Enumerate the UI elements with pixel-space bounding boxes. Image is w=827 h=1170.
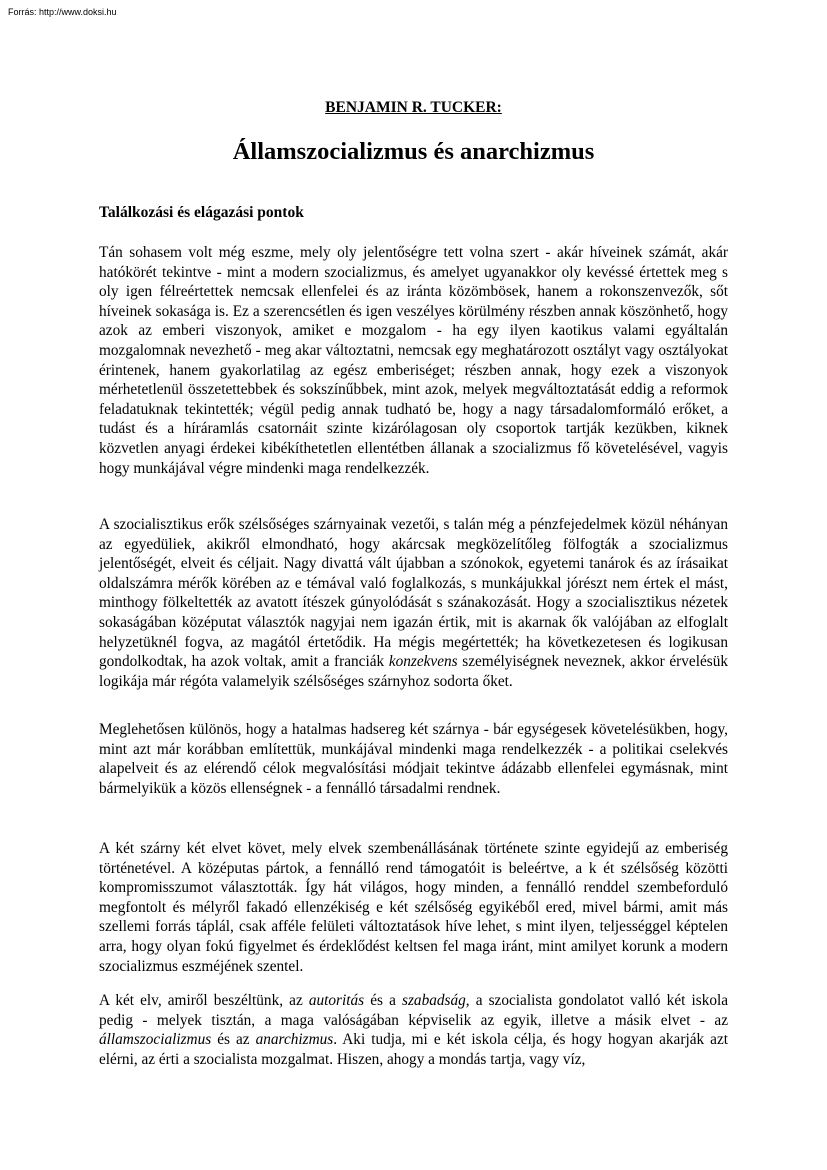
paragraph-5-text-d: és az	[217, 1031, 250, 1049]
paragraph-5	[99, 991, 728, 1069]
paragraph-5-text-b: és a	[370, 992, 396, 1009]
paragraph-5-emphasis-3: államszocializmus	[99, 1031, 212, 1049]
section-heading: Találkozási és elágazási pontok	[99, 204, 304, 221]
document-title: Államszocializmus és anarchizmus	[232, 138, 595, 165]
author-heading: BENJAMIN R. TUCKER:	[325, 99, 502, 116]
paragraph-5-text-e: . Aki tudja, mi e két iskola célja, és hogy hogyan akarják azt elérni, az érti a szocialista mozgalmat. Hiszen, ahogy a mondás tartja, vagy víz,	[99, 1031, 728, 1068]
paragraph-2-text-a: A szocialisztikus erők szélsőséges szárnyainak vezetői, s talán még a pénzfejedelmek közül néhányan az egyedüliek, akikről elmondható, hogy akárcsak megközelítőleg fölfogták a szocializmus jelentőségét, elveit és céljait. Nagy divattá vált újabban a szónokok, egyetemi tanárok és az írásaikat oldalszámra mérők körében az e témával való foglalkozás, s munkájukkal jórészt nem értek el mást, minthogy fölkeltették az avatott ítészek gúnyolódását s szánakozását. Hogy a szocialisztikus nézetek sokaságában középutat választók nagyjai nem igazán értik, mit is akarnak ők valójában az elfoglalt helyzetüknél fogva, az magától értetődik. Ha mégis megértették; ha következetesen és logikusan gondolkodtak, ha azok voltak, amit a franciák	[99, 516, 728, 671]
paragraph-1: Tán sohasem volt még eszme, mely oly jelentőségre tett volna szert - akár híveinek számát, akár hatókörét tekintve - mint a modern szocializmus, és amelyet ugyanakkor oly kevéssé értettek meg s oly igen félreértettek nemcsak ellenfelei és az iránta közömbösek, hanem a rokonszenvezők, sőt híveinek sokasága is. Ez a szerencsétlen és igen veszélyes körülmény részben annak köszönhető, hogy azok az emberi viszonyok, amiket e mozgalom - ha egy ilyen kaotikus valami egyáltalán mozgalomnak nevezhető - meg akar változtatni, nemcsak egy meghatározott osztályt vagy osztályokat érintenek, hanem gyakorlatilag az egész emberiséget; részben annak, hogy ezek a viszonyok mérhetetlenül összetettebbek és sokszínűbbek, mint azok, melyek megváltoztatását eddig a reformok feladatuknak tekintették; végül pedig annak tudható be, hogy a nagy társadalomformáló erőket, a tudást és a híráramlás csatornáit szinte kizárólagosan oly csoportok tartják kezükben, kiknek közvetlen anyagi érdekei kibékíthetetlen ellentétben állanak a szocializmus fő követelésével, vagyis hogy munkájával végre mindenki maga rendelkezzék.	[99, 244, 728, 477]
paragraph-5-text-c: , a szocialista gondolatot valló két iskola pedig - melyek tisztán, a maga valóságában képviselik az egyik, illetve a másik elvet - az	[99, 992, 729, 1029]
paragraph-3: Meglehetősen különös, hogy a hatalmas hadsereg két szárnya - bár egységesek követelésükben, hogy, mint azt már korábban említettük, munkájával mindenki maga rendelkezzék - a politikai cselekvés alapelveit és az elérendő célok megvalósítási módjait tekintve ádázabb ellenfelei egymásnak, mint bármelyikük a közös ellenségnek - a fennálló társadalmi rendnek.	[99, 721, 728, 797]
paragraph-5-text-a: A két elv, amiről beszéltünk, az	[99, 992, 303, 1009]
paragraph-2-emphasis: konzekvens	[388, 653, 458, 671]
paragraph-5-emphasis-4: anarchizmus	[255, 1031, 334, 1049]
source-line: Forrás: http://www.doksi.hu	[8, 7, 117, 17]
paragraph-5-emphasis-2: szabadság	[402, 992, 466, 1009]
paragraph-2-text-b: személyiségnek neveznek, akkor érvelésük logikája már régóta valamelyik szélsőséges szárnyhoz sodorta őket.	[99, 653, 729, 690]
paragraph-4: A két szárny két elvet követ, mely elvek szembenállásának története szinte egyidejű az emberiség történetével. A középutas pártok, a fennálló rend támogatóit is beleértve, a k ét szélsőség közötti kompromisszumot választották. Így hát világos, hogy minden, a fennálló renddel szembeforduló megfontolt és mélyről fakadó ellenzékiség e két szélsőség egyikéből ered, mivel bármi, amit más szellemi forrás táplál, csak afféle felületi változtatások híve lehet, s mint ilyen, teljességgel képtelen arra, hogy olyan fokú figyelmet és érdeklődést keltsen fel maga iránt, mint amilyet korunk a modern szocializmus eszméjének szentel.	[99, 840, 728, 975]
paragraph-2	[99, 515, 728, 691]
paragraph-5-emphasis-1: autoritás	[308, 992, 365, 1009]
